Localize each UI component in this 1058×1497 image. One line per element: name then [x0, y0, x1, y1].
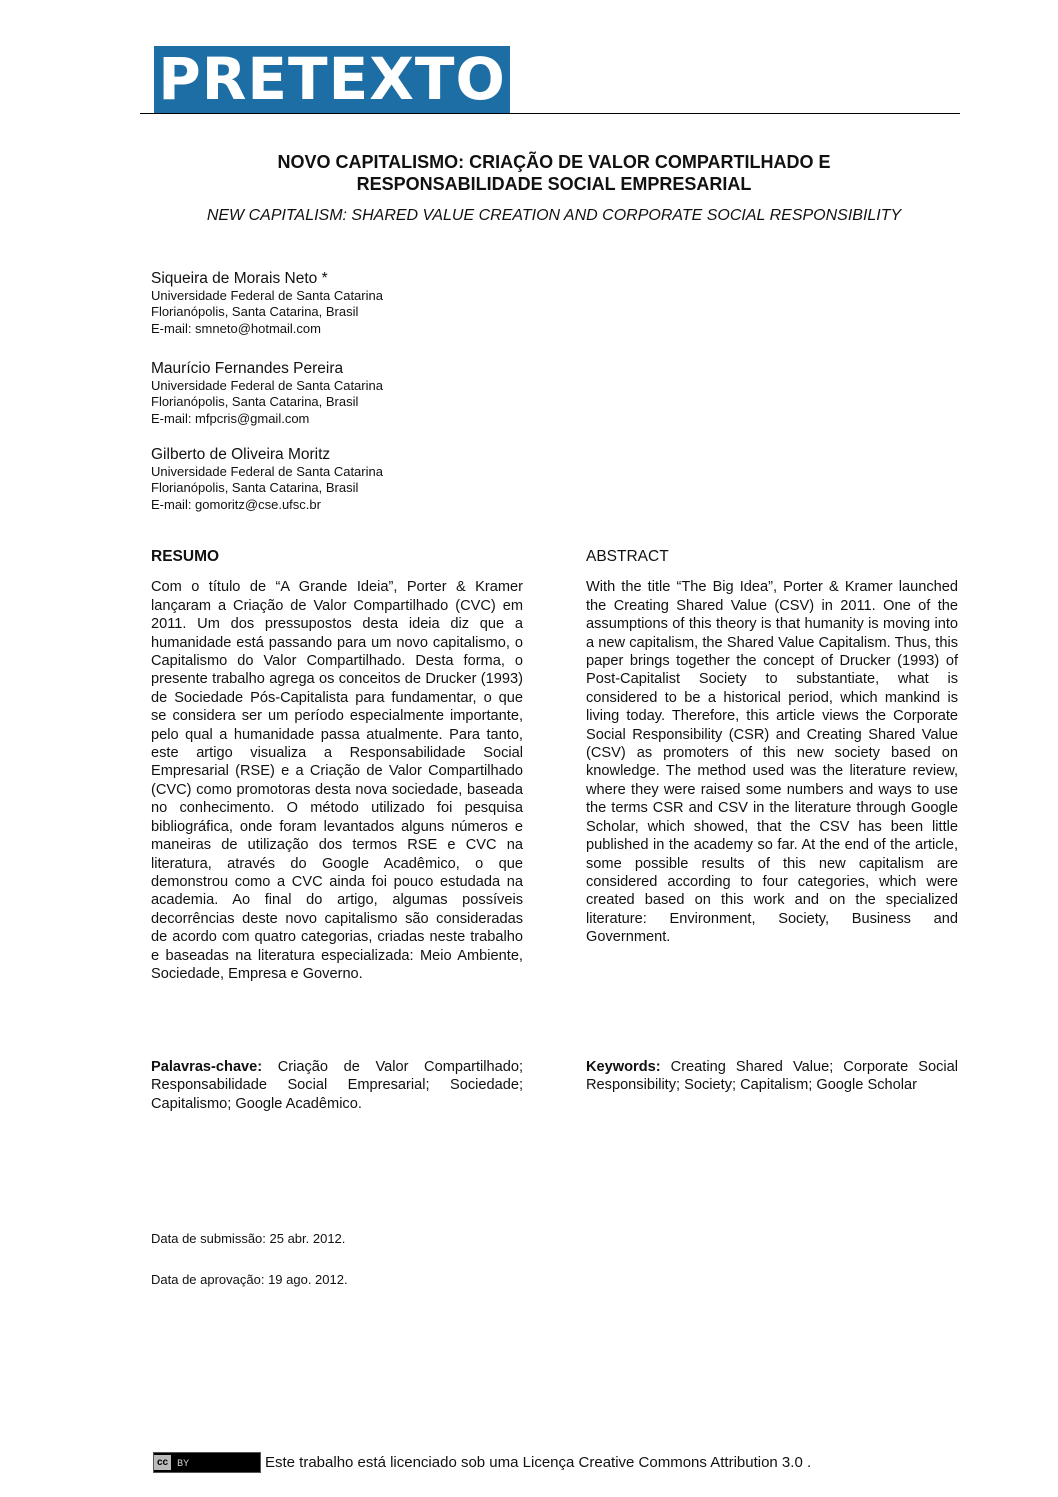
title-line-2: RESPONSABILIDADE SOCIAL EMPRESARIAL — [356, 174, 752, 194]
creative-commons-badge[interactable] — [153, 1452, 261, 1473]
keywords-label: Palavras-chave: — [151, 1059, 263, 1075]
keywords-text: Creating Shared Value; Corporate Social Responsibility; Society; Capitalism; Google Scholar — [586, 1059, 958, 1094]
author-location: Florianópolis, Santa Catarina, Brasil — [151, 394, 359, 410]
author-email: E-mail: smneto@hotmail.com — [151, 320, 321, 336]
author-location: Florianópolis, Santa Catarina, Brasil — [151, 304, 359, 320]
license-text: Este trabalho está licenciado sob uma Licença Creative Commons Attribution 3.0 . — [265, 1454, 812, 1471]
cc-icon: cc — [154, 1455, 171, 1470]
author-affiliation: Universidade Federal de Santa Catarina — [151, 288, 383, 303]
author-affiliation: Universidade Federal de Santa Catarina — [151, 378, 383, 393]
english-title: NEW CAPITALISM: SHARED VALUE CREATION AND CORPORATE SOCIAL RESPONSIBILITY — [206, 207, 902, 224]
author-name: Siqueira de Morais Neto * — [151, 270, 328, 287]
keywords-text: Criação de Valor Compartilhado; Responsabilidade Social Empresarial; Sociedade; Capitalismo; Google Acadêmico. — [151, 1059, 523, 1112]
abstract-text: With the title “The Big Idea”, Porter & Kramer launched the Creating Shared Value (CSV) in 2011. One of the assumptions of this theory is that humanity is moving into a new capitalism, the Shared Value Capitalism. Thus, this paper brings together the concept of Drucker (1993) of Post-Capitalist Society to substantiate, what is considered to be a historical period, which mankind is living today. Therefore, this article views the Corporate Social Responsibility (CSR) and Creating Shared Value (CSV) as promoters of this new society based on knowledge. The method used was the literature review, where they were raised some numbers and ways to use the terms CSR and CSV in the literature through Google Scholar, which showed, that the CSV has been little published in the academy so far. At the end of the article, some possible results of this new capitalism are considered according to four categories, which were created based on this work and on the specialized literature: Environment, Society, Business and Government. — [586, 579, 958, 946]
abstract-keywords — [586, 1058, 958, 1095]
resumo-section — [151, 548, 523, 983]
author-email: E-mail: gomoritz@cse.ufsc.br — [151, 496, 321, 512]
resumo-heading: RESUMO — [151, 548, 220, 565]
abstract-section — [586, 548, 958, 947]
approval-date: Data de aprovação: 19 ago. 2012. — [151, 1272, 348, 1287]
resumo-keywords — [151, 1058, 523, 1113]
author-affiliation: Universidade Federal de Santa Catarina — [151, 464, 383, 479]
journal-logo: PRETEXTO — [154, 46, 510, 113]
submission-date: Data de submissão: 25 abr. 2012. — [151, 1231, 346, 1246]
paper-title — [140, 151, 968, 195]
author-email: E-mail: mfpcris@gmail.com — [151, 410, 310, 426]
author-location: Florianópolis, Santa Catarina, Brasil — [151, 480, 359, 496]
abstract-heading: ABSTRACT — [586, 548, 669, 565]
author-3 — [151, 445, 383, 513]
author-name: Gilberto de Oliveira Moritz — [151, 446, 331, 463]
author-1 — [151, 269, 383, 337]
keywords-label: Keywords: — [586, 1059, 661, 1075]
title-line-1: NOVO CAPITALISMO: CRIAÇÃO DE VALOR COMPARTILHADO E — [277, 152, 831, 172]
header-divider — [140, 113, 960, 114]
author-name: Maurício Fernandes Pereira — [151, 360, 344, 377]
by-icon: BY — [177, 1457, 190, 1468]
license-footer — [153, 1452, 811, 1473]
resumo-text: Com o título de “A Grande Ideia”, Porter & Kramer lançaram a Criação de Valor Compartilhado (CVC) em 2011. Um dos pressupostos desta ideia diz que a humanidade está passando para um novo capitalismo, o Capitalismo do Valor Compartilhado. Desta forma, o presente trabalho agrega os conceitos de Drucker (1993) de Sociedade Pós-Capitalista para fundamentar, o que se considera ser um período especialmente importante, pelo qual a humanidade passa atualmente. Para tanto, este artigo visualiza a Responsabilidade Social Empresarial (RSE) e a Criação de Valor Compartilhado (CVC) como promotoras desta nova sociedade, baseada no conhecimento. O método utilizado foi pesquisa bibliográfica, onde foram levantados alguns números e maneiras de utilização dos termos RSE e CVC na literatura, através do Google Acadêmico, o que demonstrou como a CVC ainda foi pouco estudada na academia. Ao final do artigo, algumas possíveis decorrências deste novo capitalismo são consideradas de acordo com quatro categorias, criadas neste trabalho e baseadas na literatura especializada: Meio Ambiente, Sociedade, Empresa e Governo. — [151, 579, 523, 982]
author-2 — [151, 359, 383, 427]
